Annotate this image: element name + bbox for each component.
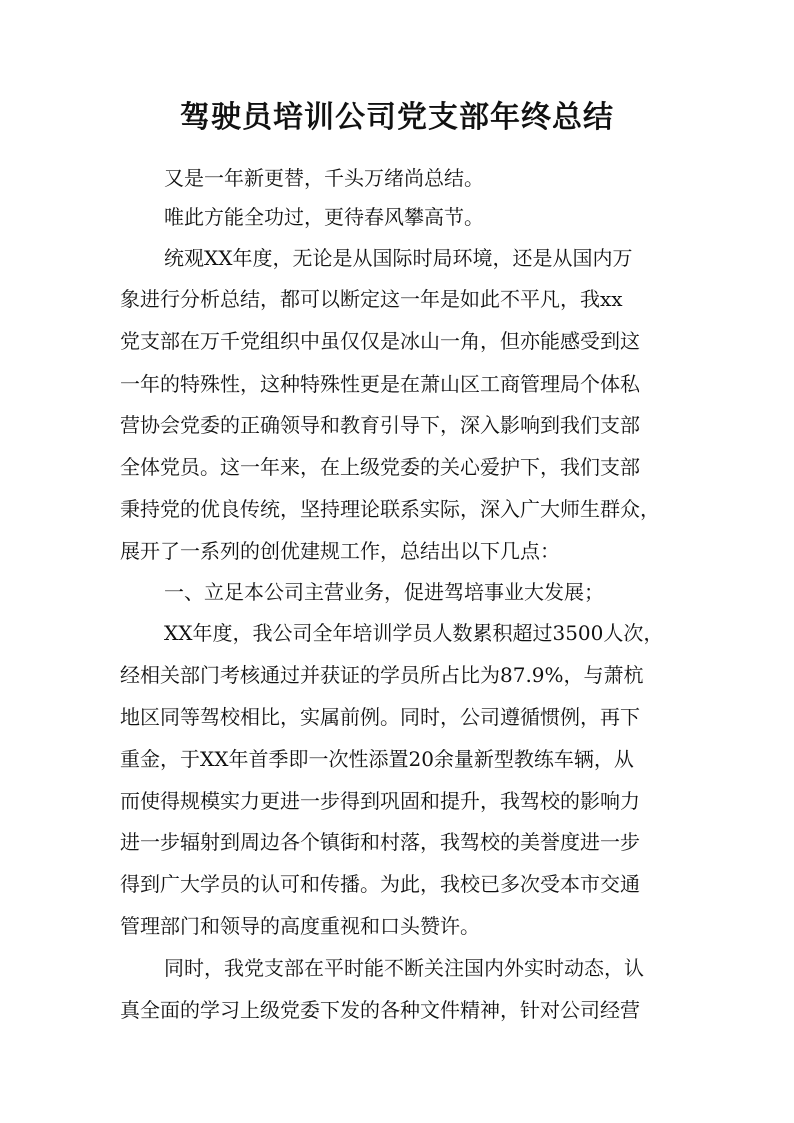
text-line: 全体党员。这一年来，在上级党委的关心爱护下，我们支部 xyxy=(120,455,640,479)
text-line: 秉持党的优良传统，坚持理论联系实际，深入广大师生群众， xyxy=(120,497,660,521)
text-line: 经相关部门考核通过并获证的学员所占比为87.9%，与萧杭 xyxy=(120,663,644,687)
text-line: 象进行分析总结，都可以断定这一年是如此不平凡，我xx xyxy=(120,287,623,311)
text-line: 同时，我党支部在平时能不断关注国内外实时动态，认 xyxy=(164,956,644,980)
text-line: 真全面的学习上级党委下发的各种文件精神，针对公司经营 xyxy=(120,998,640,1022)
text-line: 进一步辐射到周边各个镇街和村落，我驾校的美誉度进一步 xyxy=(120,830,640,854)
text-line: 展开了一系列的创优建规工作，总结出以下几点： xyxy=(120,539,560,563)
text-line: 管理部门和领导的高度重视和口头赞许。 xyxy=(120,914,480,938)
text-line: 而使得规模实力更进一步得到巩固和提升，我驾校的影响力 xyxy=(120,789,640,813)
section-heading: 一、立足本公司主营业务，促进驾培事业大发展； xyxy=(164,580,604,604)
text-line: 地区同等驾校相比，实属前例。同时，公司遵循惯例，再下 xyxy=(120,705,640,729)
text-line: 又是一年新更替，千头万绪尚总结。 xyxy=(164,166,484,190)
text-line: 重金，于XX年首季即一次性添置20余量新型教练车辆，从 xyxy=(120,747,634,771)
text-line: XX年度，我公司全年培训学员人数累积超过3500人次， xyxy=(164,621,664,645)
text-line: 营协会党委的正确领导和教育引导下，深入影响到我们支部 xyxy=(120,413,640,437)
text-line: 唯此方能全功过，更待春风攀高节。 xyxy=(164,205,484,229)
text-line: 党支部在万千党组织中虽仅仅是冰山一角，但亦能感受到这 xyxy=(120,329,640,353)
text-line: 得到广大学员的认可和传播。为此，我校已多次受本市交通 xyxy=(120,872,640,896)
text-line: 统观XX年度，无论是从国际时局环境，还是从国内万 xyxy=(164,246,633,270)
text-line: 一年的特殊性，这种特殊性更是在萧山区工商管理局个体私 xyxy=(120,372,640,396)
document-title: 驾驶员培训公司党支部年终总结 xyxy=(180,100,614,135)
